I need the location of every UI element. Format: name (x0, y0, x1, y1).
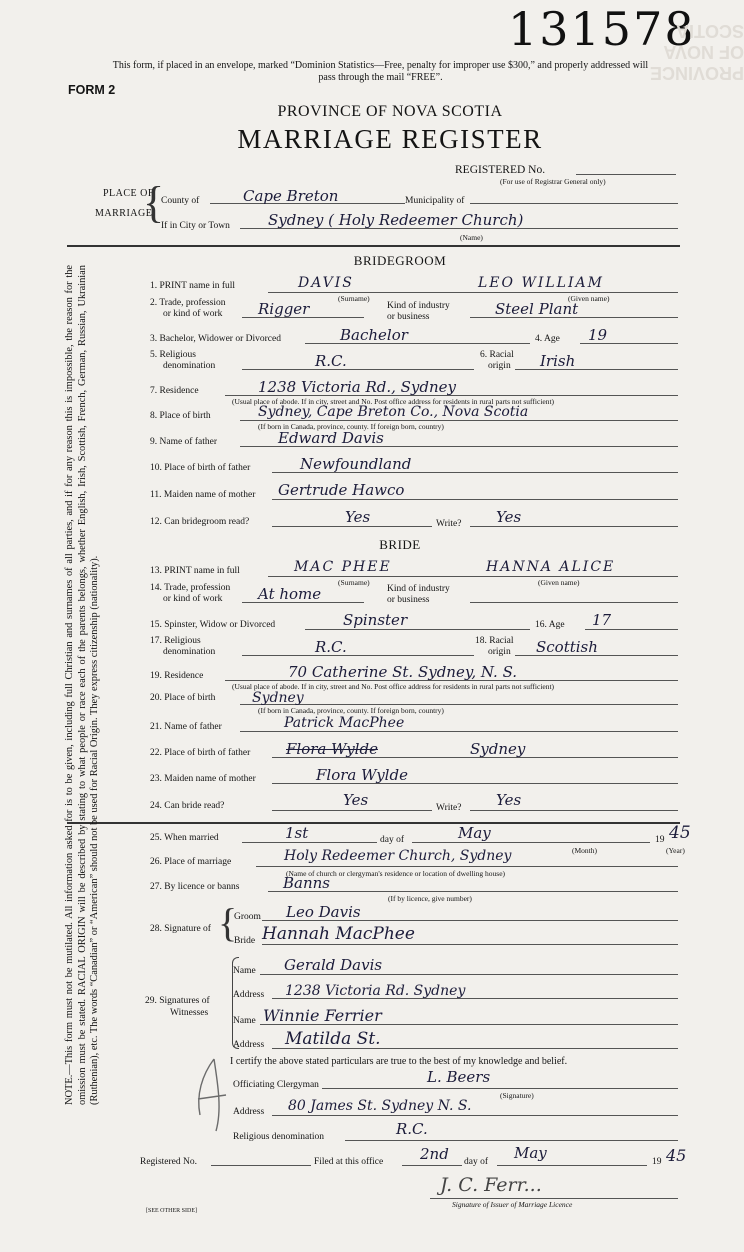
g-f9-label: 9. Name of father (150, 437, 217, 447)
g-f12-label: 12. Can bridegroom read? (150, 517, 250, 527)
clergy-address-label: Address (233, 1107, 265, 1117)
g-f1-label: 1. PRINT name in full (150, 281, 236, 291)
b-mother: Flora Wylde (316, 766, 408, 784)
g-racial: Irish (540, 352, 576, 370)
filed-day-label: day of (464, 1157, 489, 1167)
b-f18-label-a: 18. Racial (475, 636, 514, 646)
w1-address-label: Address (233, 990, 265, 1000)
m-f26-label: 26. Place of marriage (150, 857, 232, 867)
m-f27-label: 27. By licence or banns (150, 882, 240, 892)
g-age-label: 4. Age (535, 334, 560, 344)
m-f29-label-a: 29. Signatures of (145, 996, 210, 1006)
g-f7-label: 7. Residence (150, 386, 199, 396)
m-f25-label: 25. When married (150, 833, 219, 843)
b-f15-label: 15. Spinster, Widow or Divorced (150, 620, 276, 630)
g-write-label: Write? (436, 519, 462, 529)
filed-month: May (514, 1144, 547, 1162)
g-f6-label-a: 6. Racial (480, 350, 514, 360)
denomination-label: Religious denomination (233, 1132, 325, 1142)
b-given-caption: (Given name) (538, 578, 580, 587)
name-caption: (Name) (460, 233, 483, 242)
g-f11-label: 11. Maiden name of mother (150, 490, 256, 500)
city-label: If in City or Town (161, 221, 230, 231)
b-industry-label-a: Kind of industry (387, 584, 450, 594)
w2-address-label: Address (233, 1040, 265, 1050)
divider-top (67, 245, 680, 247)
m-banns-caption: (If by licence, give number) (388, 894, 472, 903)
g-f5-label-a: 5. Religious (150, 350, 196, 360)
m-f28-label: 28. Signature of (150, 924, 211, 934)
m-banns: Banns (283, 874, 330, 892)
filed-year: 45 (666, 1146, 687, 1165)
b-religion: R.C. (315, 638, 347, 656)
b-father-birth: Sydney (470, 740, 526, 758)
b-f19-label: 19. Residence (150, 671, 204, 681)
form-title: MARRIAGE REGISTER (237, 124, 543, 154)
g-residence: 1238 Victoria Rd., Sydney (258, 378, 457, 396)
b-surname-caption: (Surname) (338, 578, 370, 587)
postal-notice: This form, if placed in an envelope, marked “Dominion Statistics—Free, penalty for improper use $300,” and properly addressed will pass through the mail “FREE”. (112, 60, 649, 83)
b-f21-label: 21. Name of father (150, 722, 222, 732)
b-f24-label: 24. Can bride read? (150, 801, 225, 811)
municipality-label: Municipality of (405, 196, 465, 206)
b-f13-label: 13. PRINT name in full (150, 566, 240, 576)
m-year: 45 (669, 823, 691, 843)
side-note: NOTE.—This form must not be mutilated. All information asked for is to be given, including full Christian and surnames of all parties, and if for any reason this is impossible, the reason for the omission must be stated. RACIAL ORIGIN will be described by stating to what people or race each of the parents belongs, whether English, Irish, Scottish, French, German, Russian, Ukrainian (Ruthenian), etc. The words “Canadian” or “American” should not be used for Racial Origin. They express citizenship (nationality). (64, 265, 101, 1105)
signature-caption: (Signature) (500, 1091, 534, 1100)
g-f8-label: 8. Place of birth (150, 411, 211, 421)
g-age: 19 (588, 326, 608, 344)
g-industry: Steel Plant (495, 300, 579, 318)
m-place: Holy Redeemer Church, Sydney (284, 848, 512, 864)
g-f6-label-b: origin (488, 361, 511, 371)
b-f22-label: 22. Place of birth of father (150, 748, 251, 758)
county-value: Cape Breton (243, 187, 339, 205)
m-place-caption: (Name of church or clergyman's residence or location of dwelling house) (286, 869, 506, 878)
groom-signature: Leo Davis (286, 903, 361, 921)
b-f23-label: 23. Maiden name of mother (150, 774, 256, 784)
groom-label: Groom (234, 912, 261, 922)
bridegroom-heading: BRIDEGROOM (353, 253, 447, 268)
b-write-label: Write? (436, 803, 462, 813)
m-month-caption: (Month) (572, 846, 597, 855)
county-label: County of (161, 196, 200, 206)
b-industry-label-b: or business (387, 595, 430, 605)
g-industry-label-a: Kind of industry (387, 301, 450, 311)
b-father: Patrick MacPhee (284, 715, 405, 731)
b-residence: 70 Catherine St. Sydney, N. S. (288, 663, 518, 681)
b-f14-label-b: or kind of work (163, 594, 223, 604)
bleed-through-text: PROVINCE OF NOVA SCOTIA (650, 21, 744, 83)
clergy-denomination: R.C. (396, 1120, 428, 1138)
clergy-signature: L. Beers (427, 1068, 491, 1086)
m-f29-label-b: Witnesses (170, 1008, 209, 1018)
registered-no-line (576, 174, 676, 175)
b-residence-caption: (Usual place of abode. If in city, street and No. Post office address for residents in rural parts not sufficient) (232, 682, 555, 691)
g-f10-label: 10. Place of birth of father (150, 463, 251, 473)
filed-year-prefix: 19 (652, 1157, 662, 1167)
g-read: Yes (345, 508, 371, 526)
b-f18-label-b: origin (488, 647, 511, 657)
signature-brace: { (218, 900, 238, 945)
g-birth-caption: (If born in Canada, province, county. If foreign born, country) (258, 422, 444, 431)
w1-address: 1238 Victoria Rd. Sydney (285, 983, 466, 999)
b-age: 17 (592, 611, 612, 629)
place-brace: { (143, 178, 165, 227)
b-trade: At home (258, 585, 322, 603)
registrar-mark (192, 1055, 232, 1135)
g-surname-caption: (Surname) (338, 294, 370, 303)
b-status: Spinster (343, 611, 408, 629)
m-day-label: day of (380, 835, 405, 845)
g-f5-label-b: denomination (163, 361, 216, 371)
b-given: HANNA ALICE (486, 559, 616, 575)
b-age-label: 16. Age (535, 620, 565, 630)
bride-heading: BRIDE (379, 537, 421, 552)
see-other-side: [SEE OTHER SIDE] (146, 1208, 197, 1214)
g-trade: Rigger (258, 300, 310, 318)
certify-statement: I certify the above stated particulars are true to the best of my knowledge and belief. (230, 1056, 568, 1067)
w2-name-label: Name (233, 1016, 256, 1026)
m-year-caption: (Year) (666, 846, 685, 855)
city-value: Sydney ( Holy Redeemer Church) (268, 211, 524, 229)
place-label-2: MARRIAGE (95, 208, 153, 219)
g-father-birth: Newfoundland (300, 455, 412, 473)
issuer-signature: J. C. Ferr... (440, 1174, 542, 1196)
g-given-caption: (Given name) (568, 294, 610, 303)
b-f17-label-b: denomination (163, 647, 216, 657)
clergy-address: 80 James St. Sydney N. S. (288, 1098, 472, 1114)
place-label-1: PLACE OF (103, 188, 154, 199)
divider-mid (67, 822, 680, 824)
w1-name-label: Name (233, 966, 256, 976)
b-birthplace: Sydney (252, 690, 304, 706)
registered-no-footer: Registered No. (140, 1157, 197, 1167)
b-f14-label-a: 14. Trade, profession (150, 583, 231, 593)
b-f20-label: 20. Place of birth (150, 693, 216, 703)
g-f2-label-a: 2. Trade, profession (150, 298, 226, 308)
bride-label: Bride (234, 936, 256, 946)
form-number: FORM 2 (68, 83, 116, 97)
filed-label: Filed at this office (314, 1157, 384, 1167)
registered-no-label: REGISTERED No. (455, 164, 546, 176)
g-industry-label-b: or business (387, 312, 430, 322)
g-birthplace: Sydney, Cape Breton Co., Nova Scotia (258, 404, 529, 420)
g-residence-caption: (Usual place of abode. If in city, street and No. Post office address for residents in rural parts not sufficient) (232, 397, 555, 406)
bride-signature: Hannah MacPhee (262, 924, 415, 944)
b-birth-caption: (If born in Canada, province, county. If foreign born, country) (258, 706, 444, 715)
g-religion: R.C. (315, 352, 347, 370)
clergy-label: Officiating Clergyman (233, 1080, 319, 1090)
issuer-caption: Signature of Issuer of Marriage Licence (452, 1200, 573, 1209)
g-mother: Gertrude Hawco (278, 481, 405, 499)
b-surname: MAC PHEE (294, 559, 392, 575)
b-racial: Scottish (536, 638, 598, 656)
b-write: Yes (496, 791, 522, 809)
b-father-birth-struck: Flora Wylde (286, 740, 378, 758)
g-f2-label-b: or kind of work (163, 309, 223, 319)
g-given: LEO WILLIAM (478, 275, 604, 291)
m-month: May (458, 824, 491, 842)
serial-number: 131578 (508, 2, 696, 56)
w1-name: Gerald Davis (284, 956, 383, 974)
m-year-prefix: 19 (655, 835, 665, 845)
filed-day: 2nd (420, 1145, 449, 1163)
g-status: Bachelor (340, 326, 408, 344)
w2-name: Winnie Ferrier (263, 1006, 382, 1025)
g-surname: DAVIS (298, 275, 354, 291)
g-father: Edward Davis (278, 429, 384, 447)
m-day: 1st (285, 824, 309, 842)
g-write: Yes (496, 508, 522, 526)
g-f3-label: 3. Bachelor, Widower or Divorced (150, 334, 281, 344)
registrar-note: (For use of Registrar General only) (500, 177, 606, 186)
b-read: Yes (343, 791, 369, 809)
b-f17-label-a: 17. Religious (150, 636, 201, 646)
w2-address: Matilda St. (285, 1029, 381, 1049)
province-heading: PROVINCE OF NOVA SCOTIA (277, 103, 503, 120)
